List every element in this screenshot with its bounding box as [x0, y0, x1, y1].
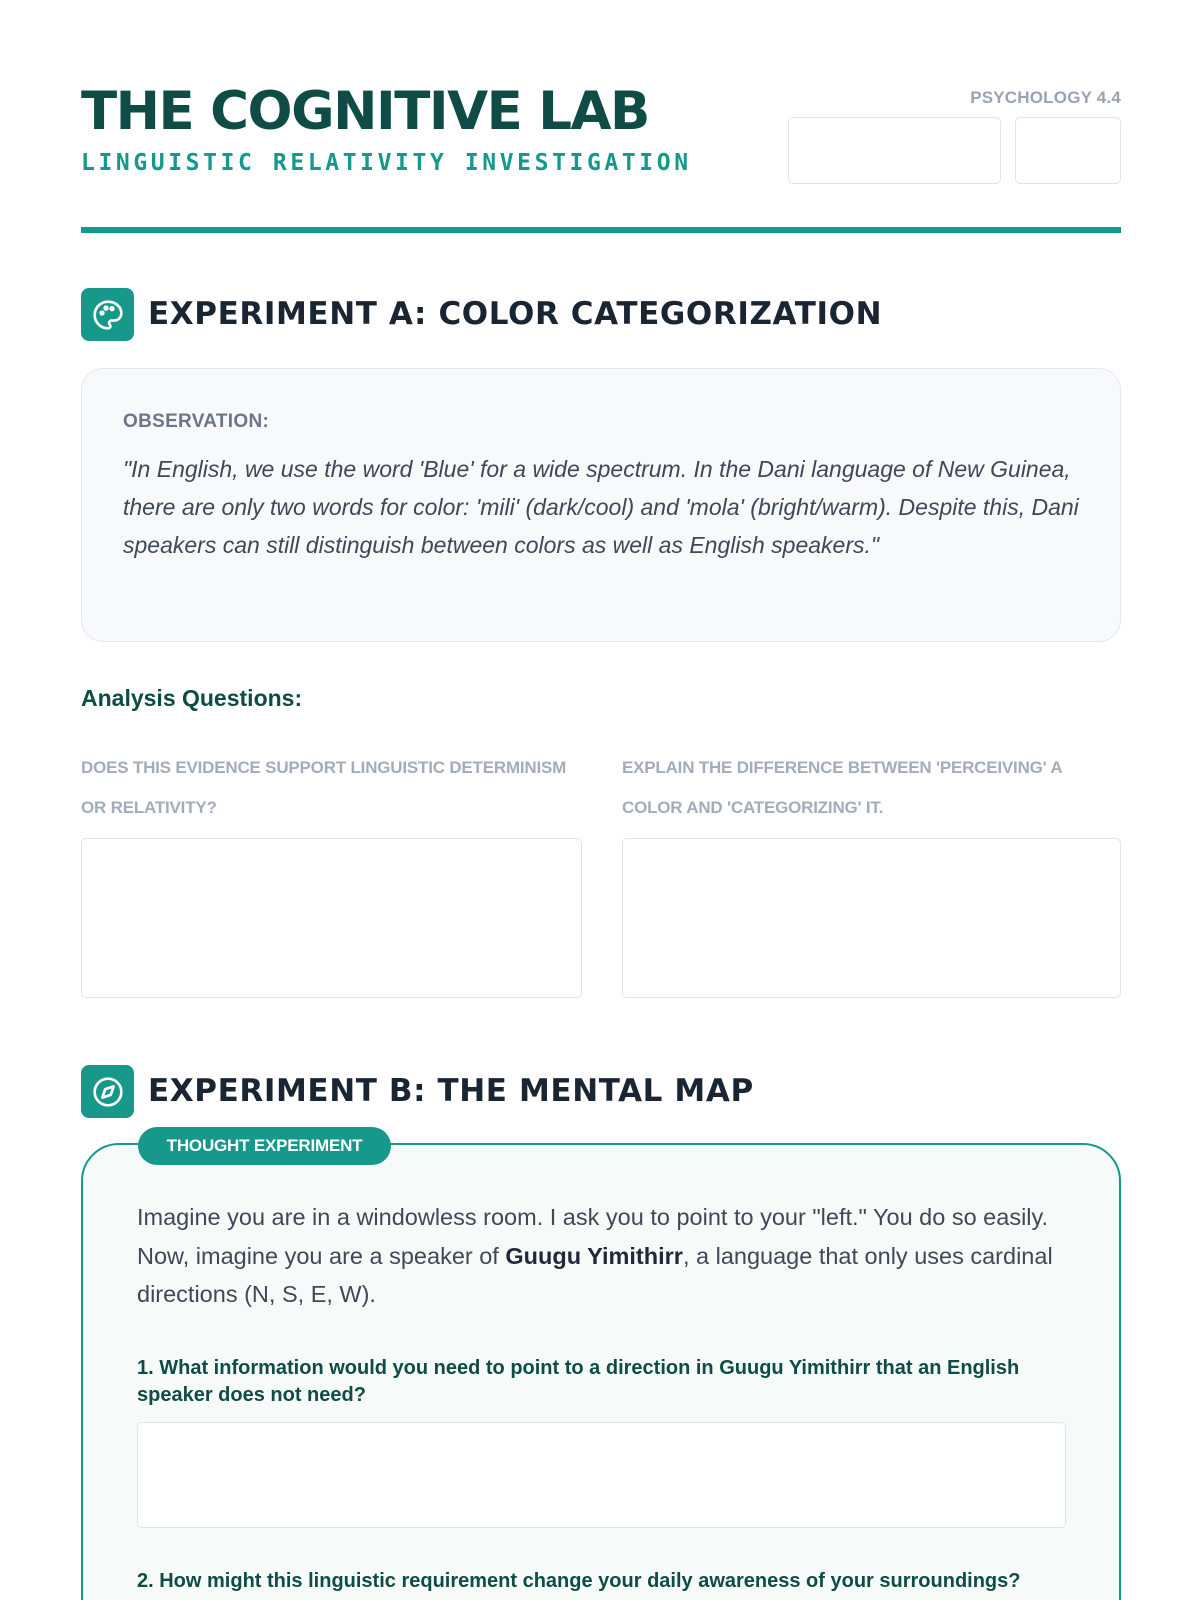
experiment-a-heading — [81, 288, 1121, 342]
language-name: Guugu Yimithirr — [505, 1242, 683, 1269]
intro-text: Imagine you are in a windowless room. I ask you to point to your "left." You do so easily. Now, imagine you are a speaker of — [137, 1204, 1049, 1269]
thought-question-2: 2. How might this linguistic requirement change your daily awareness of your surroundings? — [137, 1570, 1021, 1592]
name-field[interactable] — [788, 117, 1001, 184]
answer-box-a2[interactable] — [622, 838, 1121, 998]
thought-question-1: 1. What information would you need to point to a direction in Guugu Yimithirr that an English speaker does not need? — [137, 1357, 1020, 1406]
intro-text-end: , a language that only uses cardinal directions (N, S, E, W). — [137, 1242, 1053, 1307]
answer-box-a1[interactable] — [81, 838, 582, 998]
course-code: PSYCHOLOGY 4.4 — [970, 88, 1121, 107]
observation-text: "In English, we use the word 'Blue' for a wide spectrum. In the Dani language of New Guinea, there are only two words for color: 'mili' (dark/cool) and 'mola' (bright/warm). Despite this, Dani speakers can still distinguish between colors as well as English speakers." — [123, 456, 1079, 558]
analysis-question: EXPLAIN THE DIFFERENCE BETWEEN 'PERCEIVING' A COLOR AND 'CATEGORIZING' IT. — [622, 758, 1062, 817]
analysis-heading: Analysis Questions: — [81, 685, 303, 711]
experiment-b-title: EXPERIMENT B: THE MENTAL MAP — [148, 1073, 754, 1109]
worksheet-header — [81, 80, 1121, 230]
compass-icon — [81, 1065, 134, 1118]
thought-experiment-badge: THOUGHT EXPERIMENT — [138, 1127, 391, 1165]
observation-card — [81, 368, 1121, 642]
experiment-a-title: EXPERIMENT A: COLOR CATEGORIZATION — [148, 296, 883, 332]
page-title: THE COGNITIVE LAB — [81, 81, 649, 142]
header-divider — [81, 227, 1121, 233]
date-field[interactable] — [1015, 117, 1121, 184]
observation-label: OBSERVATION: — [123, 411, 270, 432]
thought-experiment-text — [137, 1198, 1057, 1314]
analysis-question: DOES THIS EVIDENCE SUPPORT LINGUISTIC DETERMINISM OR RELATIVITY? — [81, 758, 567, 817]
answer-box-b1[interactable] — [137, 1422, 1066, 1528]
page-subtitle: LINGUISTIC RELATIVITY INVESTIGATION — [81, 150, 692, 176]
palette-icon — [81, 288, 134, 341]
experiment-b-heading — [81, 1065, 1121, 1119]
